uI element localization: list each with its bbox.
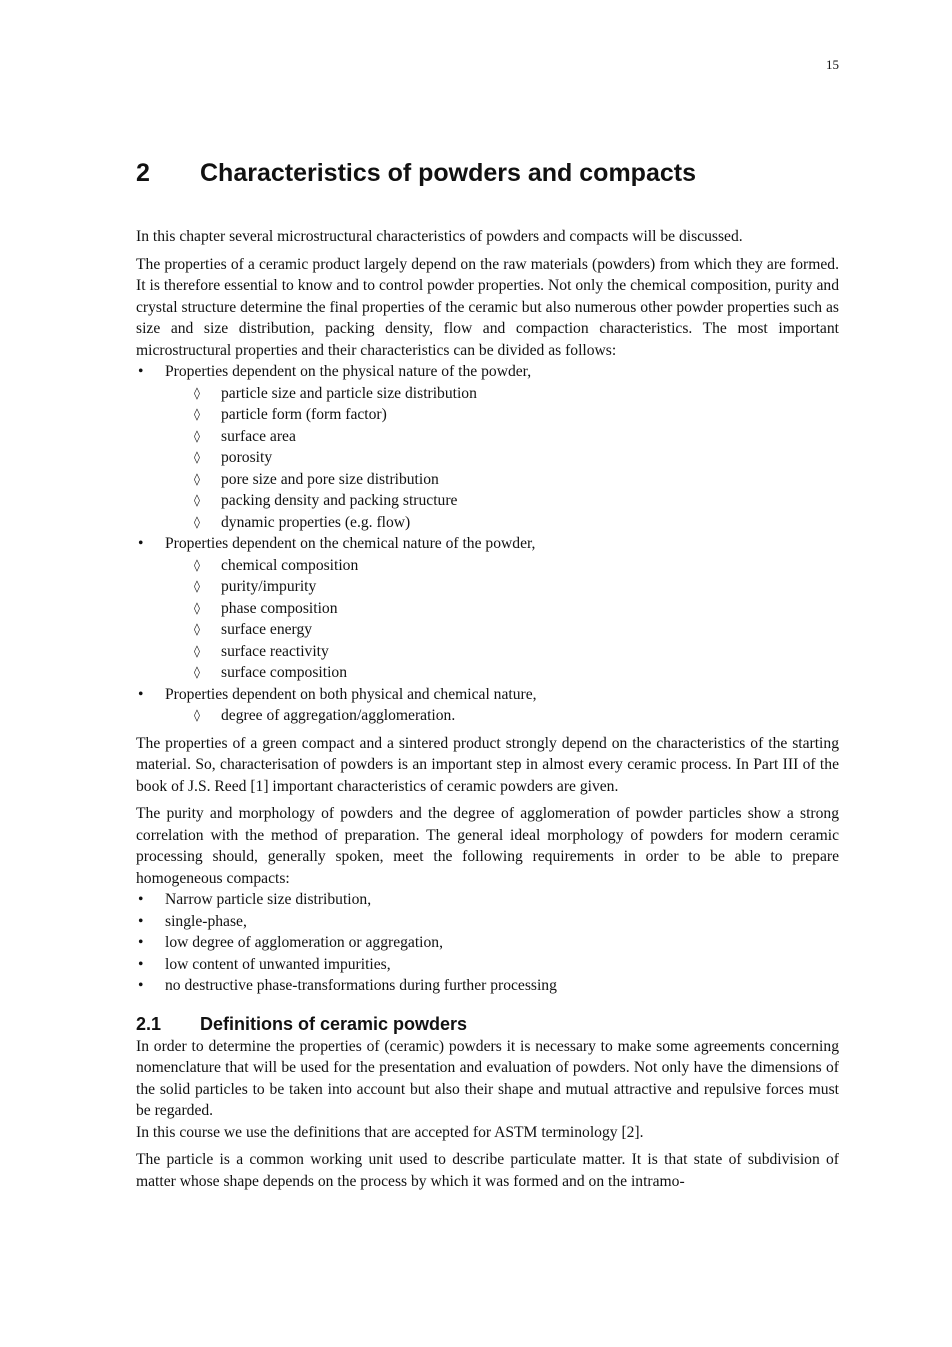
page-number: 15 (826, 57, 839, 72)
diamond-glyph: ◊ (194, 450, 200, 464)
list-item (165, 426, 839, 448)
list-item-text: particle form (form factor) (221, 406, 387, 423)
property-group (136, 684, 839, 727)
astm-paragraph: In this course we use the definitions that are accepted for ASTM terminology [2]. (136, 1123, 644, 1141)
diamond-glyph: ◊ (194, 471, 200, 486)
bullet-glyph: • (138, 685, 144, 703)
property-group (136, 361, 839, 533)
list-item (165, 619, 839, 641)
list-item (165, 404, 839, 426)
diamond-glyph: ◊ (194, 407, 200, 421)
property-group (136, 533, 839, 684)
chapter-heading (136, 157, 839, 189)
diamond-glyph: ◊ (194, 493, 200, 507)
list-item-text: low degree of agglomeration or aggregation, (165, 934, 443, 951)
property-group-label: Properties dependent on both physical and chemical nature, (165, 685, 537, 703)
property-groups-list (136, 361, 839, 727)
requirements-list (136, 889, 839, 997)
list-item-text: pore size and pore size distribution (221, 470, 439, 488)
bullet-glyph: • (138, 535, 144, 552)
list-item (165, 705, 839, 727)
list-item (165, 662, 839, 684)
list-item-text: surface composition (221, 664, 348, 681)
diamond-glyph: ◊ (194, 643, 200, 658)
list-item-text: packing density and packing structure (221, 492, 458, 509)
list-item (136, 889, 839, 911)
intro-paragraph: In this chapter several microstructural characteristics of powders and compacts will be discussed. (136, 228, 743, 245)
section-title: Definitions of ceramic powders (200, 1013, 468, 1034)
list-item-text: surface area (221, 427, 296, 445)
list-item (136, 975, 839, 997)
properties-paragraph: The properties of a ceramic product largely depend on the raw materials (powders) from which they are formed. It is therefore essential to know and to control powder properties. Not only the chemical composition, purity and crystal structure determine the final properties of the ceramic but also numerous other powder properties such as size and size distribution, packing density, flow and compaction characteristics. The most important microstructural properties and their characteristics can be divided as follows: (136, 255, 839, 359)
list-item (165, 576, 839, 598)
list-item-text: single-phase, (165, 912, 247, 930)
property-group-label: Properties dependent on the physical nature of the powder, (165, 363, 532, 380)
diamond-glyph: ◊ (194, 579, 200, 593)
particle-paragraph: The particle is a common working unit used to describe particulate matter. It is that state of subdivision of matter whose shape depends on the process by which it was formed and on the intramo- (136, 1151, 839, 1190)
diamond-glyph: ◊ (194, 557, 200, 572)
list-item (165, 555, 839, 577)
bullet-glyph: • (138, 955, 144, 973)
list-item (165, 383, 839, 405)
section-number: 2.1 (136, 1013, 162, 1034)
list-item-text: porosity (221, 449, 273, 466)
list-item (165, 469, 839, 491)
characterisation-paragraph: The properties of a green compact and a sintered product strongly depend on the characteristics of the starting material. So, characterisation of powders is an important step in almost every ceramic process. In Part III of the book of J.S. Reed [1] important characteristics of ceramic powders are given. (136, 734, 839, 795)
bullet-glyph: • (138, 891, 144, 908)
list-item (136, 911, 839, 933)
nomenclature-paragraph: In order to determine the properties of (ceramic) powders it is necessary to make some agreements concerning nomenclature that will be used for the presentation and evaluation of powders. Not only have the dimensions of the solid particles to be taken into account but also their shape and mutual attractive and repulsive forces must be regarded. (136, 1037, 839, 1119)
list-item-text: purity/impurity (221, 578, 317, 595)
property-sublist (165, 555, 839, 684)
diamond-glyph: ◊ (194, 665, 200, 679)
chapter-title: Characteristics of powders and compacts (200, 159, 696, 187)
list-item-text: surface reactivity (221, 642, 329, 660)
diamond-glyph: ◊ (194, 514, 200, 529)
bullet-glyph: • (138, 912, 144, 930)
list-item (136, 954, 839, 976)
morphology-paragraph: The purity and morphology of powders and the degree of agglomeration of powder particles show a strong correlation with the method of preparation. The general ideal morphology of powders for modern ceramic processing should, generally spoken, meet the following requirements in order to be able to prepare homogeneous compacts: (136, 805, 839, 887)
list-item-text: surface energy (221, 621, 313, 638)
list-item-text: chemical composition (221, 556, 359, 574)
diamond-glyph: ◊ (194, 708, 200, 722)
list-item (165, 490, 839, 512)
list-item-text: phase composition (221, 599, 338, 617)
bullet-glyph: • (138, 977, 144, 994)
property-sublist (165, 705, 839, 727)
list-item (165, 512, 839, 534)
diamond-glyph: ◊ (194, 428, 200, 443)
list-item-text: no destructive phase-transformations during further processing (165, 977, 557, 994)
list-item-text: particle size and particle size distribution (221, 384, 477, 402)
section-heading (136, 1012, 839, 1036)
list-item-text: dynamic properties (e.g. flow) (221, 513, 411, 531)
diamond-glyph: ◊ (194, 622, 200, 636)
chapter-number: 2 (136, 159, 150, 187)
list-item-text: low content of unwanted impurities, (165, 955, 391, 973)
list-item (136, 932, 839, 954)
property-group-label: Properties dependent on the chemical nature of the powder, (165, 535, 536, 552)
list-item (165, 598, 839, 620)
list-item-text: Narrow particle size distribution, (165, 891, 372, 908)
bullet-glyph: • (138, 363, 144, 380)
page-content (136, 157, 839, 1197)
diamond-glyph: ◊ (194, 385, 200, 400)
diamond-glyph: ◊ (194, 600, 200, 615)
property-sublist (165, 383, 839, 534)
list-item (165, 447, 839, 469)
list-item (165, 641, 839, 663)
bullet-glyph: • (138, 934, 144, 951)
list-item-text: degree of aggregation/agglomeration. (221, 707, 456, 724)
